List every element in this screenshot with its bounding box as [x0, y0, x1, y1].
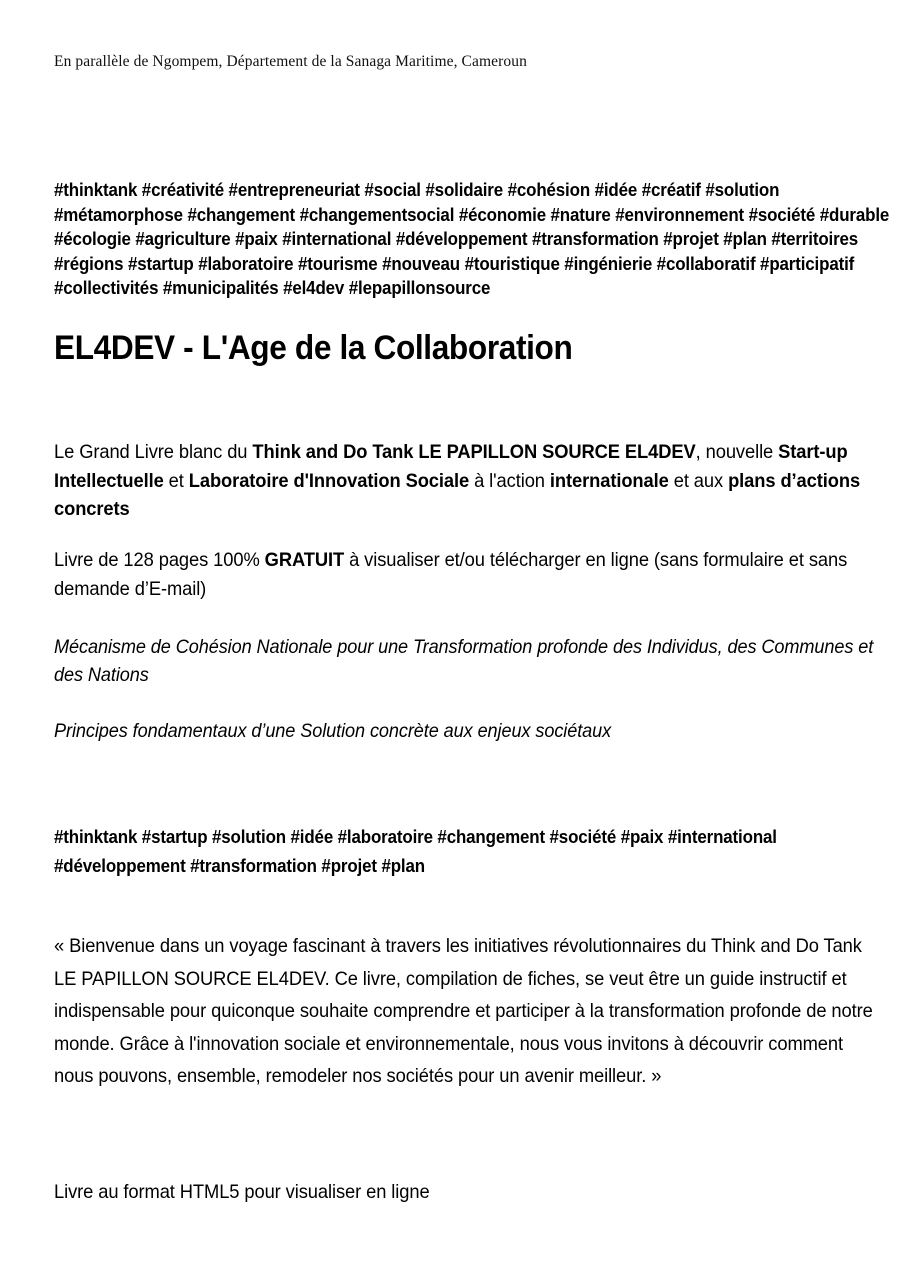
intro-seg-7: à l'action: [469, 469, 550, 492]
intro-seg-2-bold: Think and Do Tank LE PAPILLON SOURCE EL4DEV: [252, 441, 696, 463]
hashtag-list-primary: #thinktank #créativité #entrepreneuriat #social #solidaire #cohésion #idée #créatif #solution #métamorphose #changement #changementsocial #économie #nature #environnement #société #durable #écologie #agriculture #paix #international #développement #transformation #projet #plan #territoires #régions #startup #laboratoire #tourisme #nouveau #touristique #ingénierie #collaboratif #participatif #collectivités #municipalités #el4dev #lepapillonsource: [54, 179, 890, 299]
intro-seg-4-bold: Start-up Intellectuelle: [54, 441, 848, 492]
intro-seg-1: Le Grand Livre blanc du: [54, 441, 253, 463]
intro-seg-6-bold: Laboratoire d'Innovation Sociale: [188, 469, 470, 492]
free-seg-2-bold: GRATUIT: [264, 549, 345, 571]
hashtag-list-secondary: #thinktank #startup #solution #idée #laboratoire #changement #société #paix #international #développement #transformation #projet #plan: [54, 826, 777, 876]
italic-line-1: Mécanisme de Cohésion Nationale pour une Transformation profonde des Individus, des Communes et des Nations: [54, 637, 874, 686]
italic-line-2-container: [54, 718, 905, 746]
hashtag-block-primary: [54, 178, 905, 301]
italic-line-2: Principes fondamentaux d’une Solution concrète aux enjeux sociétaux: [54, 721, 612, 742]
intro-seg-9: et aux: [668, 469, 729, 492]
free-seg-3: à visualiser et/ou télécharger en ligne (sans formulaire et sans demande d’E-mail): [54, 549, 848, 600]
free-book-paragraph-container: [54, 546, 905, 603]
quote-paragraph-container: [54, 930, 905, 1093]
closing-line-container: [54, 1178, 905, 1206]
free-book-paragraph: [54, 546, 881, 603]
intro-paragraph-container: [54, 438, 905, 524]
intro-seg-10-bold: plans d’actions concrets: [54, 469, 861, 520]
page-title-container: [54, 328, 611, 368]
italic-line-1-container: [54, 634, 905, 690]
intro-paragraph: [54, 438, 881, 524]
closing-line: Livre au format HTML5 pour visualiser en ligne: [54, 1181, 430, 1203]
intro-seg-8-bold: internationale: [549, 469, 669, 492]
page-title: EL4DEV - L'Age de la Collaboration: [54, 329, 573, 367]
intro-seg-5: et: [163, 469, 189, 492]
running-header: En parallèle de Ngompem, Département de la Sanaga Maritime, Cameroun: [54, 53, 527, 70]
intro-seg-3: , nouvelle: [695, 441, 779, 463]
free-seg-1: Livre de 128 pages 100%: [54, 549, 265, 571]
hashtag-block-secondary: [54, 822, 905, 880]
quote-paragraph: « Bienvenue dans un voyage fascinant à travers les initiatives révolutionnaires du Think and Do Tank LE PAPILLON SOURCE EL4DEV. Ce livre, compilation de fiches, se veut être un guide instructif et indispensable pour quiconque souhaite comprendre et participer à la transformation profonde de notre monde. Grâce à l'innovation sociale et environnementale, nous vous invitons à découvrir comment nous pouvons, ensemble, remodeler nos sociétés pour un avenir meilleur. »: [54, 935, 873, 1088]
